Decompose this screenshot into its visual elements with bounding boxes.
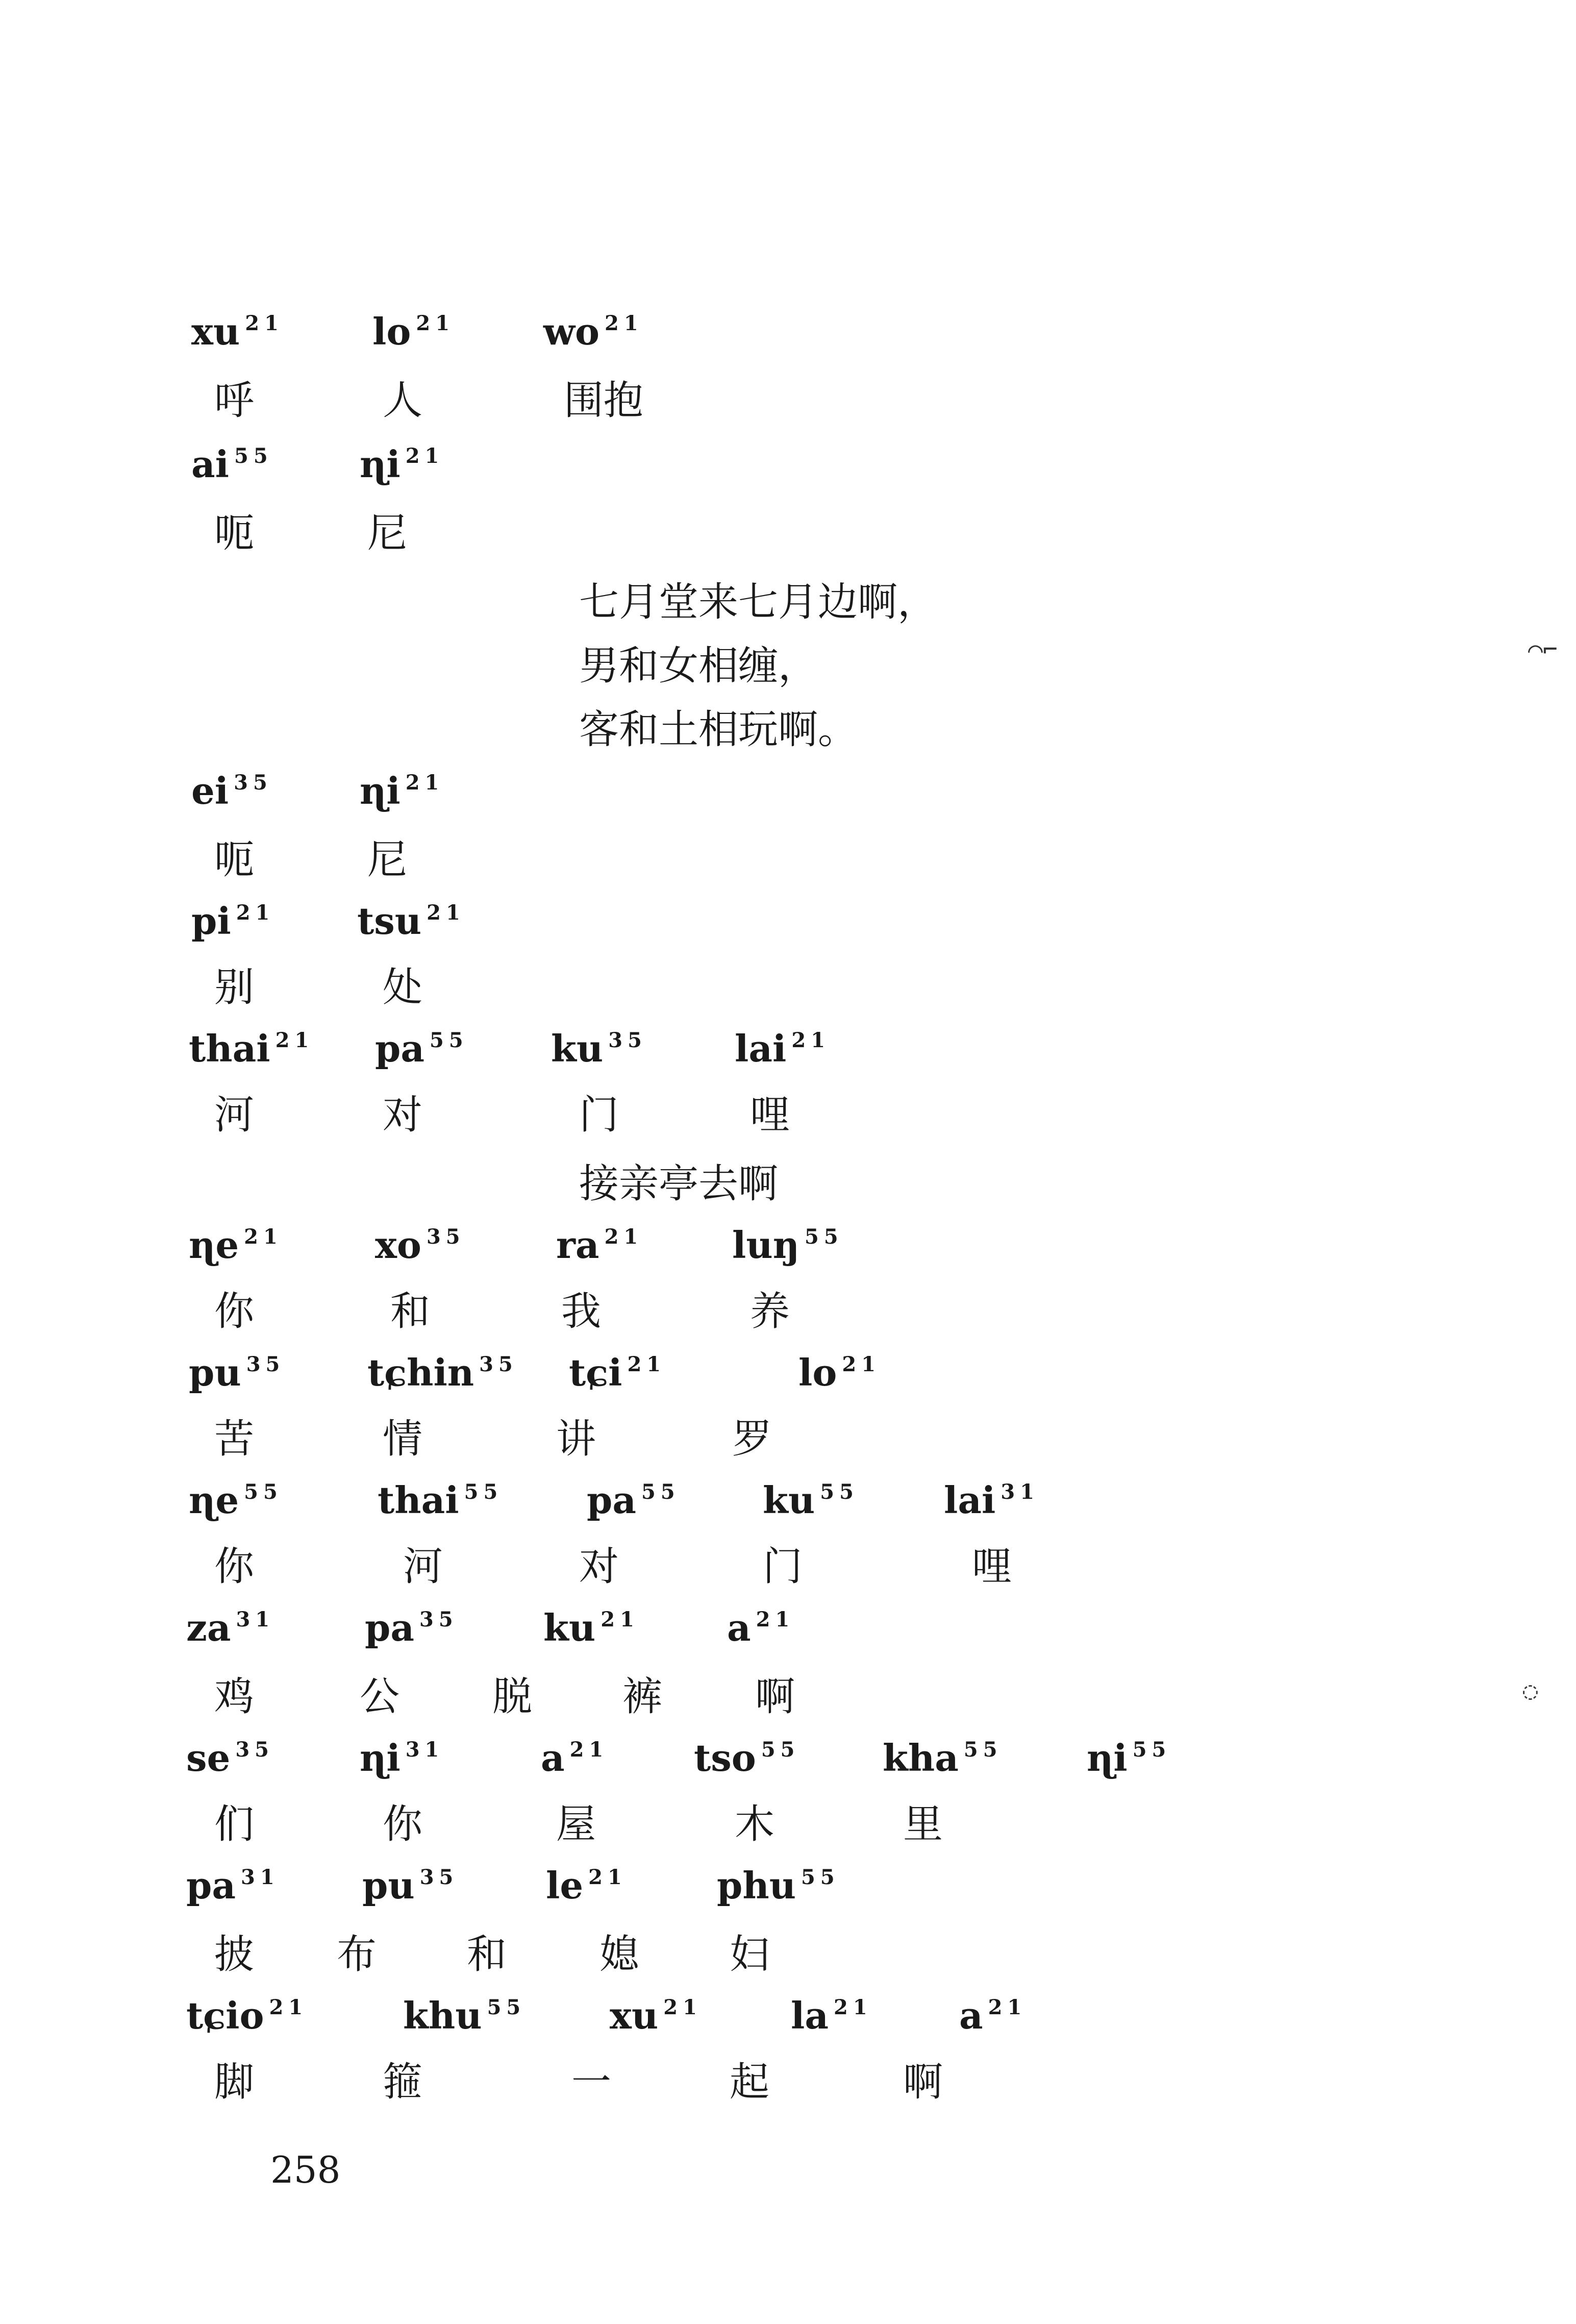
gloss-text: 呃 [214, 510, 255, 556]
gloss-text: 媳 [599, 1932, 640, 1977]
syllable [191, 896, 274, 953]
gloss-word [403, 1539, 443, 1595]
gloss-text: 罗 [732, 1416, 772, 1462]
gloss-word [579, 1087, 619, 1143]
syllable-text: ku [551, 1027, 604, 1070]
syllable [186, 1990, 308, 2047]
tone-number: 35 [235, 1738, 274, 1762]
syllable-text: ɳe [189, 1478, 239, 1522]
gloss-word [383, 1411, 422, 1467]
syllable [360, 439, 444, 496]
gloss-text: 哩 [750, 1092, 790, 1138]
gloss-word [360, 1669, 399, 1725]
syllable [735, 1023, 830, 1080]
romanization-line [0, 1475, 1576, 1541]
syllable-text: luŋ [732, 1223, 800, 1267]
gloss-text: 围抱 [564, 378, 644, 424]
tone-number: 21 [244, 1225, 283, 1249]
tone-number: 31 [241, 1865, 280, 1889]
gloss-line [0, 959, 1576, 1026]
gloss-text: 情 [383, 1416, 423, 1462]
page-number: 258 [270, 2148, 341, 2191]
syllable-text: tso [694, 1736, 756, 1779]
translation-verse: 接亲亭去啊 [579, 1161, 779, 1207]
tone-number: 55 [641, 1480, 680, 1504]
syllable-text: la [791, 1994, 829, 2037]
gloss-word [492, 1669, 532, 1725]
romanization-line [0, 1023, 1576, 1090]
syllable-text: ku [543, 1606, 596, 1649]
syllable-text: pa [365, 1606, 414, 1649]
gloss-text: 呃 [214, 837, 255, 883]
syllable-text: pu [362, 1864, 415, 1907]
romanization-line [0, 306, 1576, 373]
syllable [372, 306, 455, 363]
gloss-line [0, 1087, 1576, 1153]
syllable [378, 1475, 503, 1532]
tone-number: 31 [236, 1608, 275, 1631]
tone-number: 55 [963, 1738, 1003, 1762]
gloss-line [0, 505, 1576, 572]
gloss-text: 门 [579, 1092, 619, 1138]
syllable [365, 1602, 458, 1660]
tone-number: 21 [427, 901, 465, 925]
gloss-word [383, 1796, 422, 1852]
syllable [556, 1220, 643, 1277]
syllable [959, 1990, 1027, 2047]
tone-number: 21 [275, 1028, 314, 1052]
gloss-line [0, 1669, 1576, 1735]
syllable-text: lai [735, 1027, 787, 1070]
romanization-line [0, 765, 1576, 832]
syllable-text: ɳi [360, 1736, 401, 1779]
gloss-word [367, 505, 407, 561]
syllable [543, 1602, 639, 1660]
syllable [694, 1733, 800, 1790]
tone-number: 35 [608, 1028, 647, 1052]
tone-number: 35 [479, 1352, 518, 1376]
syllable [883, 1733, 1003, 1790]
tone-number: 21 [236, 901, 275, 925]
syllable-text: ku [763, 1478, 815, 1522]
gloss-word [735, 1796, 774, 1852]
gloss-text: 一 [571, 2059, 612, 2105]
romanization-line [0, 1602, 1576, 1669]
syllable [944, 1475, 1039, 1532]
romanization-line [0, 896, 1576, 962]
tone-number: 21 [756, 1608, 795, 1631]
gloss-word [214, 505, 254, 561]
gloss-word [571, 2054, 611, 2110]
syllable-text: pa [587, 1478, 636, 1522]
syllable-text: thai [189, 1027, 270, 1070]
syllable-text: ɳi [360, 769, 401, 812]
tone-number: 21 [269, 1995, 308, 2019]
gloss-text: 对 [383, 1092, 423, 1138]
gloss-line [0, 373, 1576, 439]
syllable-text: thai [378, 1478, 459, 1522]
romanization-line [0, 1990, 1576, 2057]
gloss-word [467, 1926, 507, 1983]
gloss-text: 起 [730, 2059, 770, 2105]
gloss-word [214, 1283, 254, 1340]
gloss-text: 脱 [492, 1674, 533, 1720]
gloss-text: 布 [337, 1932, 377, 1977]
gloss-line [0, 1283, 1576, 1350]
gloss-text: 屋 [556, 1801, 596, 1847]
syllable [791, 1990, 872, 2047]
tone-number: 21 [569, 1738, 609, 1762]
romanization-line [0, 439, 1576, 505]
syllable-text: lo [798, 1351, 837, 1394]
gloss-text: 哩 [972, 1544, 1012, 1590]
gloss-word [903, 2054, 943, 2110]
syllable [360, 1733, 444, 1790]
gloss-word [750, 1087, 790, 1143]
gloss-word [564, 373, 643, 429]
gloss-text: 你 [214, 1544, 255, 1590]
tone-number: 55 [430, 1028, 468, 1052]
gloss-line [0, 1411, 1576, 1477]
syllable [191, 306, 284, 363]
tone-number: 35 [234, 771, 272, 795]
tone-number: 35 [426, 1225, 465, 1249]
syllable [186, 1602, 274, 1660]
syllable-text: ɳe [189, 1223, 239, 1267]
gloss-word [214, 1087, 254, 1143]
gloss-word [763, 1539, 803, 1595]
gloss-word [383, 959, 422, 1016]
syllable-text: pa [375, 1027, 424, 1070]
gloss-text: 和 [467, 1932, 507, 1977]
syllable [191, 439, 273, 496]
tone-number: 21 [588, 1865, 627, 1889]
gloss-text: 啊 [755, 1674, 795, 1720]
syllable [357, 896, 465, 953]
tone-number: 21 [245, 311, 284, 335]
gloss-text: 和 [390, 1289, 431, 1334]
gloss-text: 啊 [903, 2059, 943, 2105]
tone-number: 31 [1000, 1480, 1040, 1504]
syllable [191, 765, 272, 823]
gloss-word [367, 832, 407, 888]
syllable [367, 1347, 518, 1404]
syllable-text: tɕhin [367, 1351, 474, 1394]
tone-number: 21 [988, 1995, 1027, 2019]
gloss-text: 门 [763, 1544, 803, 1590]
syllable [186, 1860, 280, 1917]
gloss-word [750, 1283, 790, 1340]
syllable-text: tɕio [186, 1994, 264, 2037]
gloss-word [214, 373, 254, 429]
gloss-word [214, 1539, 254, 1595]
gloss-text: 处 [383, 965, 423, 1010]
gloss-word [214, 832, 254, 888]
gloss-text: 箍 [383, 2059, 423, 2105]
syllable [403, 1990, 526, 2047]
gloss-text: 木 [735, 1801, 775, 1847]
gloss-text: 别 [214, 965, 255, 1010]
syllable [798, 1347, 881, 1404]
syllable-text: ɳi [1087, 1736, 1128, 1779]
tone-number: 21 [405, 771, 444, 795]
gloss-line [0, 1926, 1576, 1993]
gloss-word [903, 1796, 943, 1852]
romanization-line [0, 1860, 1576, 1926]
gloss-text: 妇 [730, 1932, 770, 1977]
syllable [1087, 1733, 1171, 1790]
gloss-word [383, 373, 422, 429]
gloss-text: 呼 [214, 378, 255, 424]
syllable [375, 1023, 468, 1080]
syllable-text: ei [191, 769, 229, 812]
romanization-line [0, 1347, 1576, 1414]
syllable [610, 1990, 702, 2047]
syllable-text: a [541, 1736, 565, 1779]
gloss-text: 你 [214, 1289, 255, 1334]
syllable-text: wo [543, 310, 600, 353]
syllable-text: se [186, 1736, 231, 1779]
syllable-text: ai [191, 442, 230, 486]
gloss-word [214, 1411, 254, 1467]
tone-number: 21 [416, 311, 455, 335]
gloss-text: 河 [403, 1544, 443, 1590]
gloss-word [732, 1411, 772, 1467]
gloss-word [390, 1283, 430, 1340]
translation-verse: 七月堂来七月边啊， [579, 579, 938, 625]
gloss-word [730, 2054, 769, 2110]
syllable [189, 1023, 314, 1080]
syllable-text: xu [610, 1994, 659, 2037]
gloss-word [561, 1283, 601, 1340]
gloss-word [579, 1539, 619, 1595]
syllable [189, 1475, 283, 1532]
gloss-word [214, 2054, 254, 2110]
syllable-text: ra [556, 1223, 599, 1267]
gloss-text: 你 [383, 1801, 423, 1847]
tone-number: 55 [801, 1865, 840, 1889]
gloss-word [214, 1669, 254, 1725]
tone-number: 21 [834, 1995, 872, 2019]
gloss-text: 我 [561, 1289, 602, 1334]
syllable [541, 1733, 608, 1790]
syllable-text: a [959, 1994, 983, 2037]
tone-number: 35 [246, 1352, 285, 1376]
syllable [717, 1860, 840, 1917]
tone-number: 55 [761, 1738, 800, 1762]
gloss-word [556, 1796, 596, 1852]
gloss-text: 公 [360, 1674, 400, 1720]
tone-number: 21 [604, 1225, 643, 1249]
tone-number: 35 [419, 1865, 459, 1889]
gloss-text: 们 [214, 1801, 255, 1847]
syllable [551, 1023, 647, 1080]
syllable-text: lai [944, 1478, 996, 1522]
syllable [360, 765, 444, 823]
syllable [732, 1220, 843, 1277]
gloss-word [556, 1411, 596, 1467]
gloss-word [730, 1926, 769, 1983]
syllable-text: ɳi [360, 442, 401, 486]
syllable [569, 1347, 666, 1404]
tone-number: 55 [1132, 1738, 1171, 1762]
gloss-text: 脚 [214, 2059, 255, 2105]
tone-number: 35 [419, 1608, 458, 1631]
romanization-line [0, 1733, 1576, 1799]
syllable-text: le [546, 1864, 584, 1907]
syllable [587, 1475, 680, 1532]
gloss-word [214, 959, 254, 1016]
tone-number: 21 [405, 444, 444, 468]
gloss-text: 披 [214, 1932, 255, 1977]
gloss-word [972, 1539, 1012, 1595]
gloss-text: 尼 [367, 510, 408, 556]
tone-number: 21 [842, 1352, 881, 1376]
syllable-text: pi [191, 899, 231, 943]
syllable-text: xu [191, 310, 240, 353]
gloss-text: 尼 [367, 837, 408, 883]
syllable-text: kha [883, 1736, 959, 1779]
gloss-line [0, 2054, 1576, 2120]
syllable-text: a [727, 1606, 751, 1649]
gloss-word [214, 1926, 254, 1983]
romanization-line [0, 1220, 1576, 1286]
tone-number: 21 [605, 311, 643, 335]
gloss-text: 河 [214, 1092, 255, 1138]
gloss-word [383, 1087, 422, 1143]
syllable [189, 1220, 283, 1277]
syllable [189, 1347, 285, 1404]
syllable [727, 1602, 794, 1660]
tone-number: 55 [234, 444, 273, 468]
gloss-text: 人 [383, 378, 423, 424]
tone-number: 55 [244, 1480, 283, 1504]
gloss-text: 鸡 [214, 1674, 255, 1720]
gloss-line [0, 1796, 1576, 1863]
gloss-word [383, 2054, 422, 2110]
tone-number: 31 [405, 1738, 444, 1762]
tone-number: 55 [464, 1480, 503, 1504]
edge-mark: ⌒⌐ [1528, 635, 1558, 664]
syllable-text: lo [372, 310, 411, 353]
gloss-text: 裤 [622, 1674, 663, 1720]
syllable [546, 1860, 627, 1917]
syllable-text: pa [186, 1864, 236, 1907]
translation-verse: 男和女相缠， [579, 643, 818, 689]
tone-number: 55 [820, 1480, 859, 1504]
syllable [543, 306, 643, 363]
tone-number: 21 [627, 1352, 666, 1376]
syllable-text: xo [375, 1223, 421, 1267]
gloss-word [599, 1926, 639, 1983]
syllable [186, 1733, 274, 1790]
gloss-line [0, 832, 1576, 898]
tone-number: 21 [791, 1028, 831, 1052]
gloss-word [214, 1796, 254, 1852]
syllable-text: khu [403, 1994, 482, 2037]
tone-number: 55 [805, 1225, 843, 1249]
syllable [362, 1860, 458, 1917]
tone-number: 55 [487, 1995, 526, 2019]
syllable-text: tɕi [569, 1351, 622, 1394]
syllable-text: pu [189, 1351, 241, 1394]
syllable [375, 1220, 465, 1277]
gloss-text: 养 [750, 1289, 790, 1334]
gloss-word [337, 1926, 377, 1983]
syllable-text: phu [717, 1864, 796, 1907]
gloss-line [0, 1539, 1576, 1605]
gloss-text: 讲 [556, 1416, 596, 1462]
gloss-text: 对 [579, 1544, 619, 1590]
tone-number: 21 [601, 1608, 639, 1631]
syllable-text: za [186, 1606, 231, 1649]
syllable [763, 1475, 859, 1532]
edge-mark: ◌ [1523, 1676, 1538, 1705]
syllable-text: tsu [357, 899, 422, 943]
tone-number: 21 [663, 1995, 702, 2019]
gloss-word [622, 1669, 662, 1725]
gloss-word [755, 1669, 795, 1725]
translation-verse: 客和土相玩啊。 [579, 707, 858, 753]
gloss-text: 苦 [214, 1416, 255, 1462]
gloss-text: 里 [903, 1801, 943, 1847]
